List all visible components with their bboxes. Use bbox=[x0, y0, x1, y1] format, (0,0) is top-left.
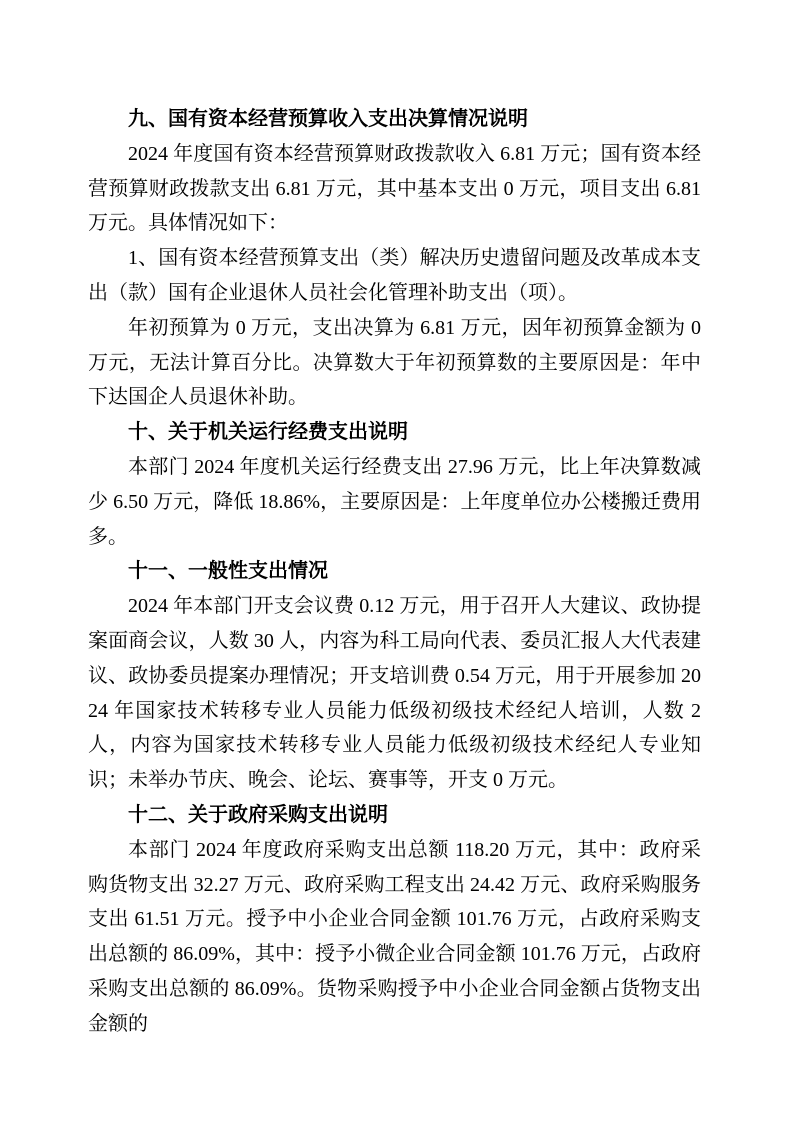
section-heading-agency-operating-expense: 十、关于机关运行经费支出说明 bbox=[128, 421, 408, 444]
section-heading-state-capital-budget: 九、国有资本经营预算收入支出决算情况说明 bbox=[128, 108, 528, 130]
paragraph-state-capital-variance: 年初预算为 0 万元，支出决算为 6.81 万元，因年初预算金额为 0 万元，无法计算百分比。决算数大于年初预算数的主要原因是：年中下达国企人员退休补助。 bbox=[88, 316, 701, 409]
paragraph-state-capital-overview: 2024 年度国有资本经营预算财政拨款收入 6.81 万元；国有资本经营预算财政拨款支出 6.81 万元，其中基本支出 0 万元，项目支出 6.81 万元。具体情况如下： bbox=[88, 142, 701, 235]
section-heading-government-procurement: 十二、关于政府采购支出说明 bbox=[128, 803, 388, 826]
section-heading-general-expenditure: 十一、一般性支出情况 bbox=[128, 560, 328, 583]
paragraph-government-procurement: 本部门 2024 年度政府采购支出总额 118.20 万元，其中：政府采购货物支出 32.27 万元、政府采购工程支出 24.42 万元、政府采购服务支出 61.51 万元。授予中小企业合同金额 101.76 万元，占政府采购支出总额的 86.09%，其中：授予小微企业合同金额 101.76 万元，占政府采购支出总额的 86.09%。货物采购授予中小企业合同金额占货物支出金额的 bbox=[88, 838, 701, 1035]
paragraph-general-expenditure: 2024 年本部门开支会议费 0.12 万元，用于召开人大建议、政协提案面商会议，人数 30 人，内容为科工局向代表、委员汇报人大代表建议、政协委员提案办理情况；开支培训费 0.54 万元，用于开展参加 2024 年国家技术转移专业人员能力低级初级技术经纪人培训，人数 2 人，内容为国家技术转移专业人员能力低级初级技术经纪人专业知识；未举办节庆、晚会、论坛、赛事等，开支 0 万元。 bbox=[88, 595, 701, 792]
paragraph-state-capital-item: 1、国有资本经营预算支出（类）解决历史遗留问题及改革成本支出（款）国有企业退休人员社会化管理补助支出（项）。 bbox=[88, 247, 701, 304]
paragraph-agency-operating-expense: 本部门 2024 年度机关运行经费支出 27.96 万元，比上年决算数减少 6.50 万元，降低 18.86%，主要原因是：上年度单位办公楼搬迁费用多。 bbox=[88, 455, 701, 548]
